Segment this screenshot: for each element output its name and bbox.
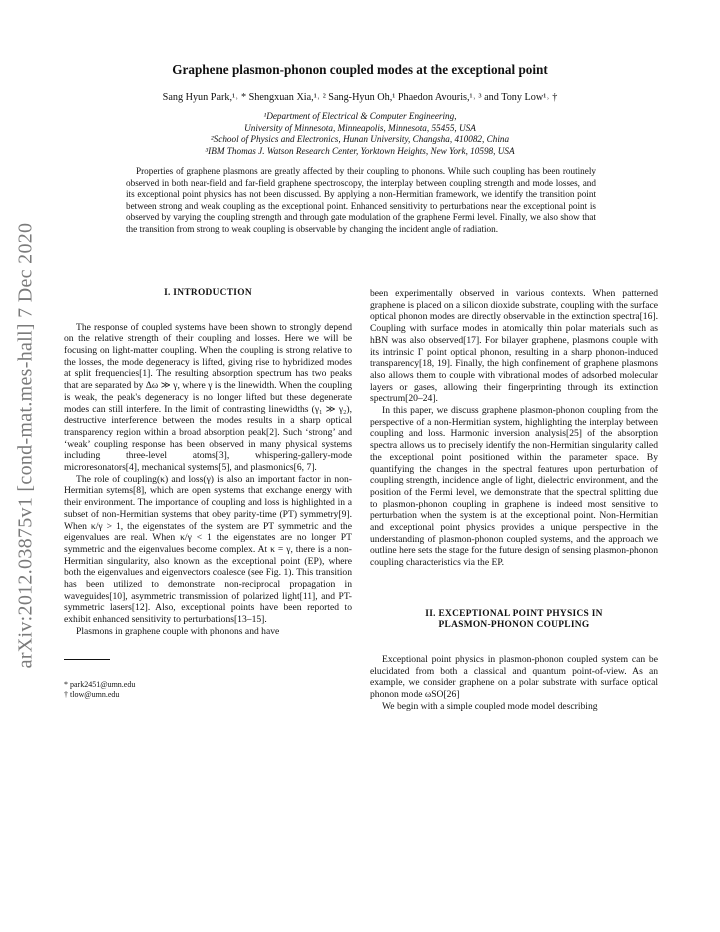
paragraph: The role of coupling(κ) and loss(γ) is also an important factor in non-Hermitian sytems[8], which are open systems that exchange energy with their environment. The importance of coupling and loss is highlighted in a subset of non-Hermitian systems that obey parity-time (PT) symmetry[9]. When κ/γ > 1, the eigenstates of the system are PT symmetric and the eigenvalues are real. When κ/γ < 1 the eigenstates are no longer PT symmetric and the eigenvalues become complex. At κ = γ, there is a non-Hermitian singularity, also known as the exceptional point (EP), where both the eigenvalues and eigenvectors coalesce (see Fig. 1). This transition has been utilized to demonstrate non-reciprocal propagation in waveguides[10], asymmetric transmission of polarized light[11], and PT-symmetric lasers[12]. Also, exceptional points have been reported to exhibit enhanced sensitivity to perturbations[13–15].: [64, 473, 352, 626]
paragraph: In this paper, we discuss graphene plasmon-phonon coupling from the perspective of a non-Hermitian system, highlighting the interplay between coupling and loss. Harmonic inversion analysis[25] of the absorption spectra allows us to precisely identify the non-Hermitian singularity called the exceptional point positioned within the parameter space. By quantifying the changes in the spectral features upon perturbation of coupling strength, incidence angle of light, dielectric environment, and the position of the Fermi level, we demonstrate that the spectral splitting due to plasmon-phonon coupling in graphene is indeed most sensitive to perturbation when the system is at the exceptional point. Non-Hermitian and exceptional point physics provides a unique perspective in the understanding of plasmon-phonon coupled systems, and the approach we outline here sets the stage for the future design of sensing plasmon-phonon coupling characteristics via the EP.: [370, 405, 658, 569]
affiliation-line: ²School of Physics and Electronics, Hunan University, Changsha, 410082, China: [210, 134, 510, 145]
paragraph: Exceptional point physics in plasmon-phonon coupled system can be elucidated from both a classical and quantum point-of-view. As an example, we consider graphene on a polar substrate with surface optical phonon mode ωSO[26]: [370, 654, 658, 701]
right-column: [370, 288, 658, 713]
paragraph: The response of coupled systems have been shown to strongly depend on the relative strength of their coupling and losses. Here we will be focusing on light-matter coupling. When the coupling is strong relative to the losses, the mode degeneracy is lifted, giving rise to hybridized modes at split frequencies[1]. The resulting absorption spectrum has two peaks that are separated by Δω ≫ γ, where γ is the linewidth. When the coupling is weak, the peak's degeneracy is no longer lifted but these degenerate modes can still interfere. In the limit of contrasting linewidths (γ₁ ≫ γ₂), destructive interference between the modes results in a sharp optical transparency region within a broad absorption peak[2]. Such ‘strong’ and ‘weak’ coupling response has been observed in many physical systems including three-level atoms[3], whispering-gallery-mode microresonators[4], mechanical systems[5], and plasmonics[6, 7].: [64, 321, 352, 474]
author-list: Sang Hyun Park,¹˒ * Shengxuan Xia,¹˒ ² Sang-Hyun Oh,¹ Phaedon Avouris,¹˒ ³ and Tony Low¹˒ †: [162, 92, 558, 103]
section-heading-introduction: I. INTRODUCTION: [164, 288, 252, 298]
section-heading-line: PLASMON-PHONON COUPLING: [438, 620, 590, 631]
paragraph: We begin with a simple coupled mode model describing: [382, 700, 598, 712]
footnote-rule: [64, 659, 110, 660]
footnote: * park2451@umn.edu: [64, 679, 136, 689]
arxiv-identifier: [6, 222, 46, 668]
affiliation-line: University of Minnesota, Minneapolis, Minnesota, 55455, USA: [244, 122, 476, 133]
paper-title: Graphene plasmon-phonon coupled modes at the exceptional point: [172, 62, 548, 77]
paragraph: Plasmons in graphene couple with phonons and have: [76, 625, 280, 637]
arxiv-id-text: arXiv:2012.03875v1 [cond-mat.mes-hall] 7 Dec 2020: [14, 222, 37, 668]
section-heading-exceptional-point: [370, 609, 658, 632]
affiliation-line: ¹Department of Electrical & Computer Engineering,: [263, 111, 457, 121]
section-heading-line: II. EXCEPTIONAL POINT PHYSICS IN: [425, 608, 603, 619]
paragraph: been experimentally observed in various contexts. When patterned graphene is placed on a silicon dioxide substrate, coupling with the surface optical phonon modes are directly observable in the extinction spectra[16]. Coupling with surface modes in atomically thin polar materials such as hBN was also observed[17]. For bilayer graphene, plasmons couple with its intrinsic Γ point optical phonon, resulting in a sharp phonon-induced transparency[18, 19]. Finally, the high confinement of graphene plasmons also allows them to couple with vibrational modes of adsorbed molecular layers or gases, allowing their fingerprinting through its extinction spectrum[20–24].: [370, 288, 658, 405]
footnote: † tlow@umn.edu: [64, 689, 120, 699]
affiliations: [60, 111, 660, 157]
left-column: [64, 288, 352, 700]
affiliation-line: ³IBM Thomas J. Watson Research Center, Yorktown Heights, New York, 10598, USA: [205, 145, 515, 156]
abstract: Properties of graphene plasmons are greatly affected by their coupling to phonons. While such coupling has been routinely observed in both near-field and far-field graphene spectroscopy, the interplay between coupling strength and mode losses, and its exceptional point physics has not been discussed. By applying a non-Hermitian framework, we identify the transition point between strong and weak coupling as the exceptional point. Enhanced sensitivity to perturbations near the exceptional point is observed by varying the coupling strength and through gate modulation of the graphene Fermi level. Finally, we also show that the transition from strong to weak coupling is observable by changing the incident angle of radiation.: [126, 166, 596, 234]
